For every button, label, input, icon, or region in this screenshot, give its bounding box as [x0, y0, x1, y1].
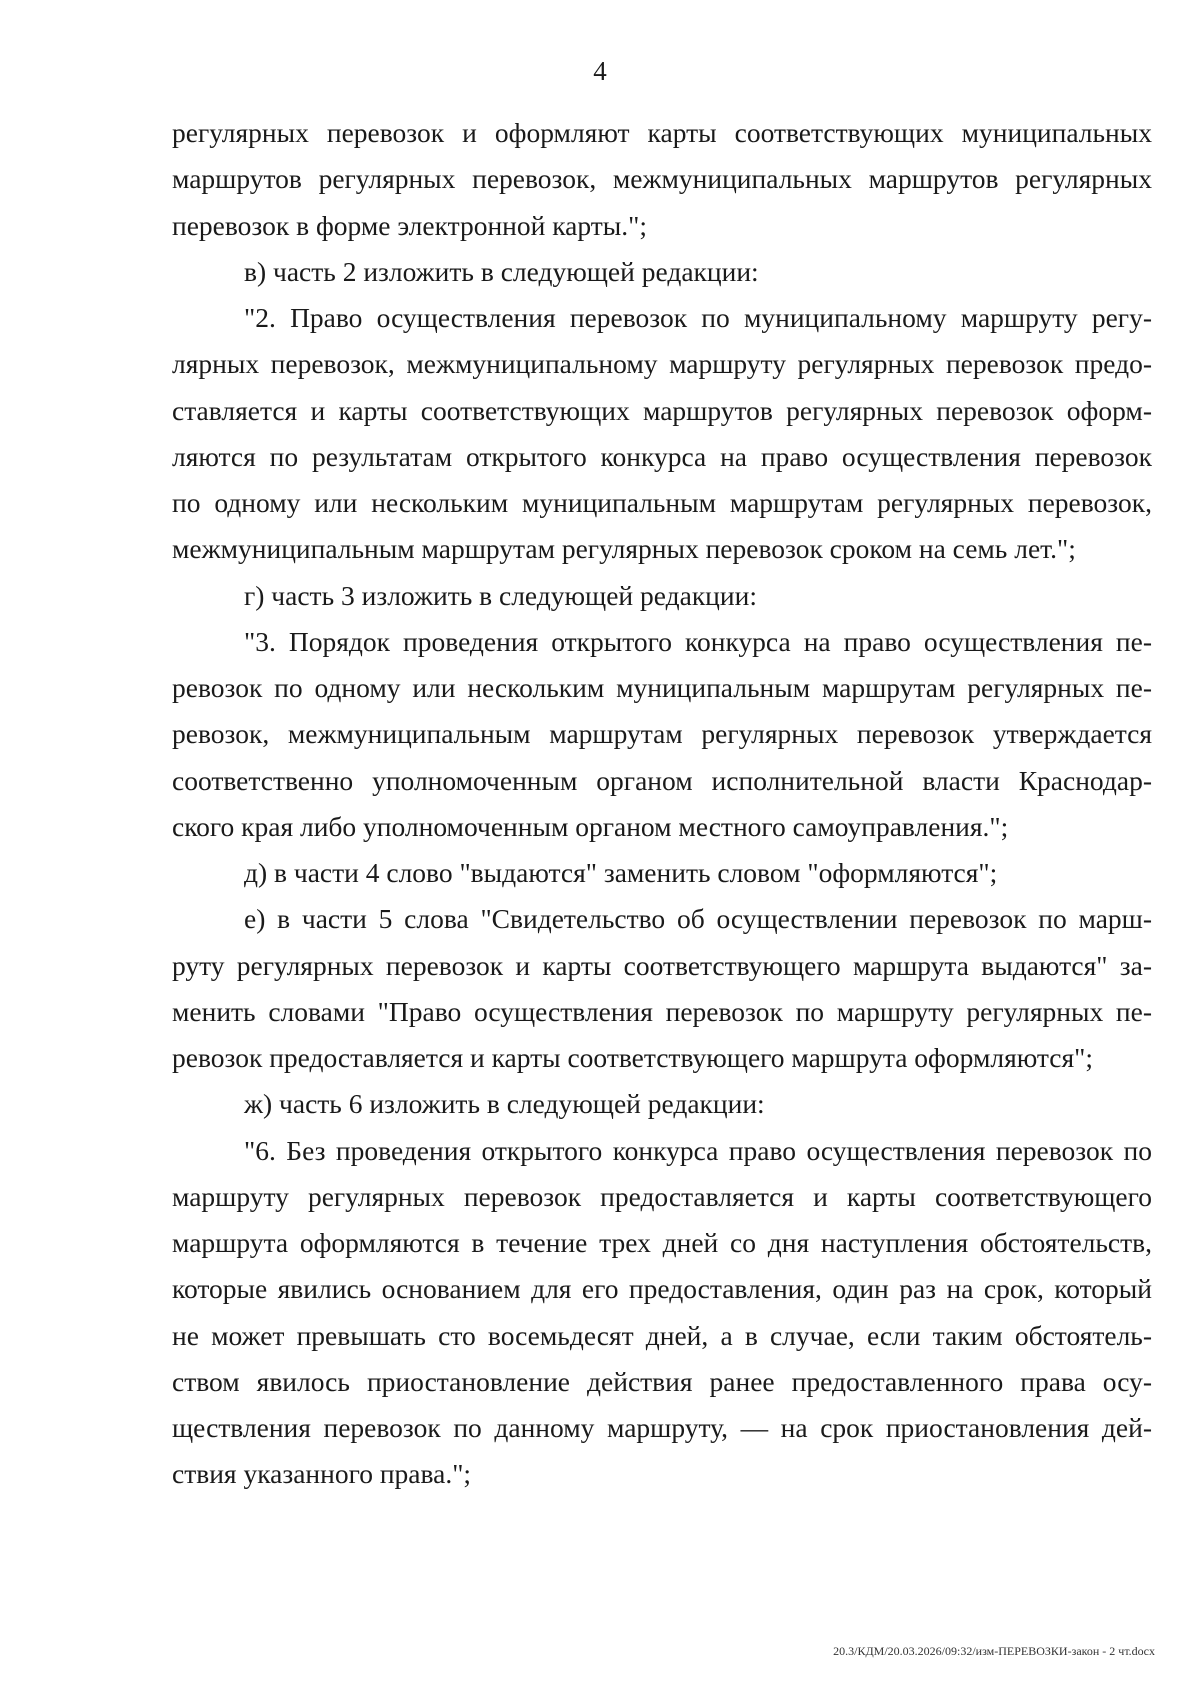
text-line: ревозок предоставляется и карты соответствующего маршрута оформляются";	[172, 1042, 1093, 1073]
text-line: ж) часть 6 изложить в следующей редакции:	[244, 1088, 765, 1120]
text-line: которые явились основанием для его предоставления, один раз на срок, который	[172, 1273, 1152, 1305]
text-line: не может превышать сто восемьдесят дней, а в случае, если таким обстоятель-	[172, 1319, 1152, 1351]
text-line: ставляется и карты соответствующих маршрутов регулярных перевозок оформ-	[172, 394, 1152, 426]
text-line: регулярных перевозок и оформляют карты соответствующих муниципальных	[172, 117, 1152, 148]
text-line: менить словами "Право осуществления перевозок по маршруту регулярных пе-	[172, 995, 1152, 1027]
text-line: е) в части 5 слова "Свидетельство об осуществлении перевозок по марш-	[244, 903, 1152, 935]
text-line: в) часть 2 изложить в следующей редакции:	[244, 255, 759, 287]
text-line: руту регулярных перевозок и карты соответствующего маршрута выдаются" за-	[172, 949, 1152, 981]
text-line: ляются по результатам открытого конкурса на право осуществления перевозок	[172, 440, 1152, 472]
text-line: "2. Право осуществления перевозок по муниципальному маршруту регу-	[244, 302, 1152, 333]
text-line: лярных перевозок, межмуниципальному маршруту регулярных перевозок предо-	[172, 348, 1152, 380]
document-body	[172, 110, 1152, 1498]
text-line: г) часть 3 изложить в следующей редакции:	[244, 579, 757, 611]
text-line: ществления перевозок по данному маршруту, — на срок приостановления дей-	[172, 1412, 1152, 1443]
text-line: соответственно уполномоченным органом исполнительной власти Краснодар-	[172, 764, 1152, 796]
file-path-footer: 20.3/КДМ/20.03.2026/09:32/изм-ПЕРЕВОЗКИ-закон - 2 чт.docx	[833, 1644, 1155, 1658]
text-line: ствия указанного права.";	[172, 1458, 472, 1490]
text-line: маршрутов регулярных перевозок, межмуниципальных маршрутов регулярных	[172, 163, 1152, 195]
text-line: ством явилось приостановление действия ранее предоставленного права осу-	[172, 1365, 1152, 1397]
text-line: перевозок в форме электронной карты.";	[172, 209, 647, 241]
text-line: "6. Без проведения открытого конкурса право осуществления перевозок по	[244, 1134, 1152, 1166]
text-line: маршрута оформляются в течение трех дней со дня наступления обстоятельств,	[172, 1227, 1152, 1258]
text-line: межмуниципальным маршрутам регулярных перевозок сроком на семь лет.";	[172, 533, 1076, 565]
text-line: "3. Порядок проведения открытого конкурса на право осуществления пе-	[244, 625, 1152, 657]
text-line: ревозок по одному или нескольким муниципальным маршрутам регулярных пе-	[172, 672, 1152, 703]
text-line: ского края либо уполномоченным органом местного самоуправления.";	[172, 810, 1009, 842]
text-line: по одному или нескольким муниципальным маршрутам регулярных перевозок,	[172, 487, 1152, 518]
page-number: 4	[593, 56, 607, 86]
text-line: маршруту регулярных перевозок предоставляется и карты соответствующего	[172, 1180, 1152, 1212]
text-line: д) в части 4 слово "выдаются" заменить словом "оформляются";	[244, 857, 998, 888]
text-line: ревозок, межмуниципальным маршрутам регулярных перевозок утверждается	[172, 718, 1152, 750]
